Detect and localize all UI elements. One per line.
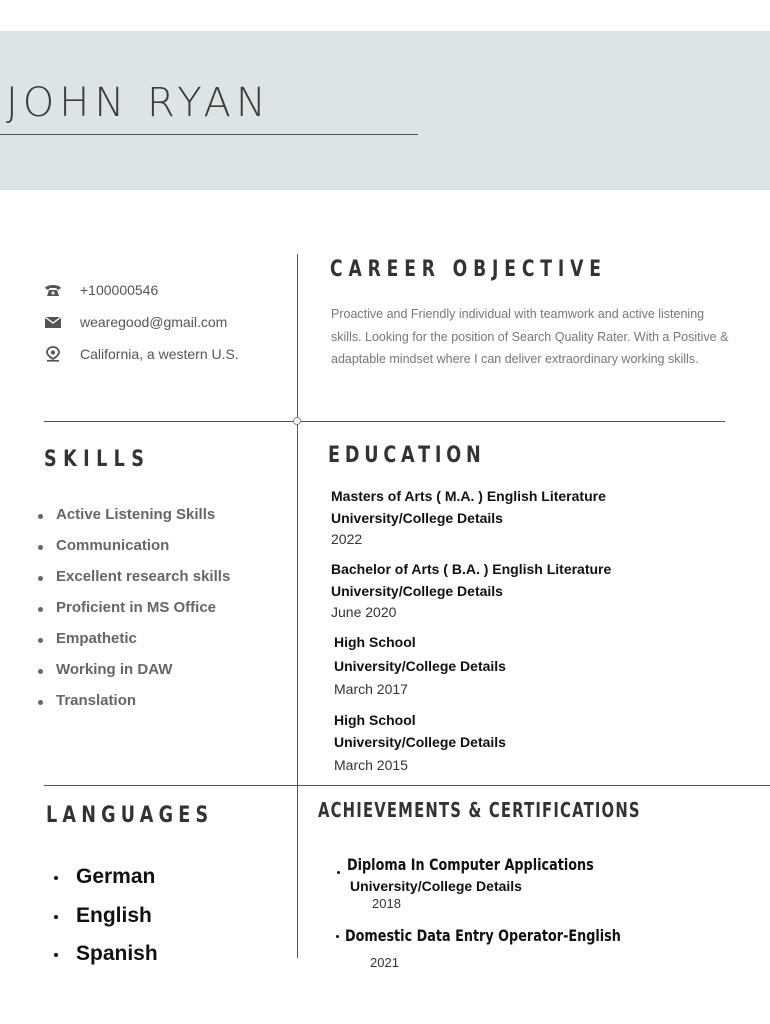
list-item: Spanish <box>52 937 158 976</box>
achievement-title: Diploma In Computer Applications <box>347 855 594 874</box>
divider-junction-circle <box>293 417 301 425</box>
list-item: Active Listening Skills <box>38 504 230 535</box>
education-entry <box>334 631 506 699</box>
location-pin-icon <box>44 346 62 362</box>
education-degree: High School <box>334 712 416 728</box>
achievement-title: Domestic Data Entry Operator-English <box>345 926 621 945</box>
contact-phone[interactable]: +100000546 <box>80 282 159 298</box>
achievement-detail: University/College Details <box>350 878 522 894</box>
career-objective-heading: CAREER OBJECTIVE <box>330 257 607 282</box>
candidate-name: JOHN RYAN <box>6 80 271 126</box>
contact-location-row <box>44 346 239 362</box>
bullet-icon <box>336 935 339 938</box>
education-school: University/College Details <box>331 510 503 526</box>
achievements-heading: ACHIEVEMENTS & CERTIFICATIONS <box>318 798 641 822</box>
education-date: March 2015 <box>334 757 408 773</box>
skills-heading: SKILLS <box>44 447 151 472</box>
education-entry <box>331 558 611 622</box>
phone-icon <box>44 282 62 298</box>
education-date: March 2017 <box>334 681 408 697</box>
list-item: Communication <box>38 535 230 566</box>
divider-horizontal-right <box>301 421 725 422</box>
divider-vertical-bottom <box>297 424 298 958</box>
career-objective-text: Proactive and Friendly individual with teamwork and active listening skills. Looking for the position of Search Quality Rater. With a Positive & adaptable mindset where I can deliver extraordinary working skills. <box>331 307 729 366</box>
list-item: English <box>52 899 158 938</box>
achievement-date: 2021 <box>370 955 399 970</box>
languages-list <box>52 860 158 976</box>
contact-email-row <box>44 314 227 330</box>
divider-vertical-top <box>297 254 298 420</box>
achievement-date: 2018 <box>372 896 401 911</box>
list-item: Working in DAW <box>38 659 230 690</box>
divider-horizontal-lower <box>44 785 770 786</box>
list-item: Excellent research skills <box>38 566 230 597</box>
education-school: University/College Details <box>331 583 503 599</box>
education-school: University/College Details <box>334 734 506 750</box>
education-entry <box>331 485 606 549</box>
list-item: German <box>52 860 158 899</box>
languages-heading: LANGUAGES <box>46 803 214 828</box>
bullet-icon <box>337 871 340 874</box>
education-degree: Masters of Arts ( M.A. ) English Literature <box>331 488 606 504</box>
divider-horizontal-left <box>44 421 294 422</box>
education-date: June 2020 <box>331 604 397 620</box>
skills-list <box>38 504 230 721</box>
education-date: 2022 <box>331 531 363 547</box>
name-underline <box>0 134 418 135</box>
education-entry <box>334 709 506 775</box>
list-item: Translation <box>38 690 230 721</box>
contact-location: California, a western U.S. <box>80 346 239 362</box>
education-degree: High School <box>334 634 416 650</box>
education-degree: Bachelor of Arts ( B.A. ) English Literature <box>331 561 612 577</box>
contact-phone-row <box>44 282 158 298</box>
list-item: Proficient in MS Office <box>38 597 230 628</box>
contact-email[interactable]: wearegood@gmail.com <box>80 314 228 330</box>
list-item: Empathetic <box>38 628 230 659</box>
education-heading: EDUCATION <box>328 443 486 468</box>
education-school: University/College Details <box>334 658 506 674</box>
envelope-icon <box>44 314 62 330</box>
